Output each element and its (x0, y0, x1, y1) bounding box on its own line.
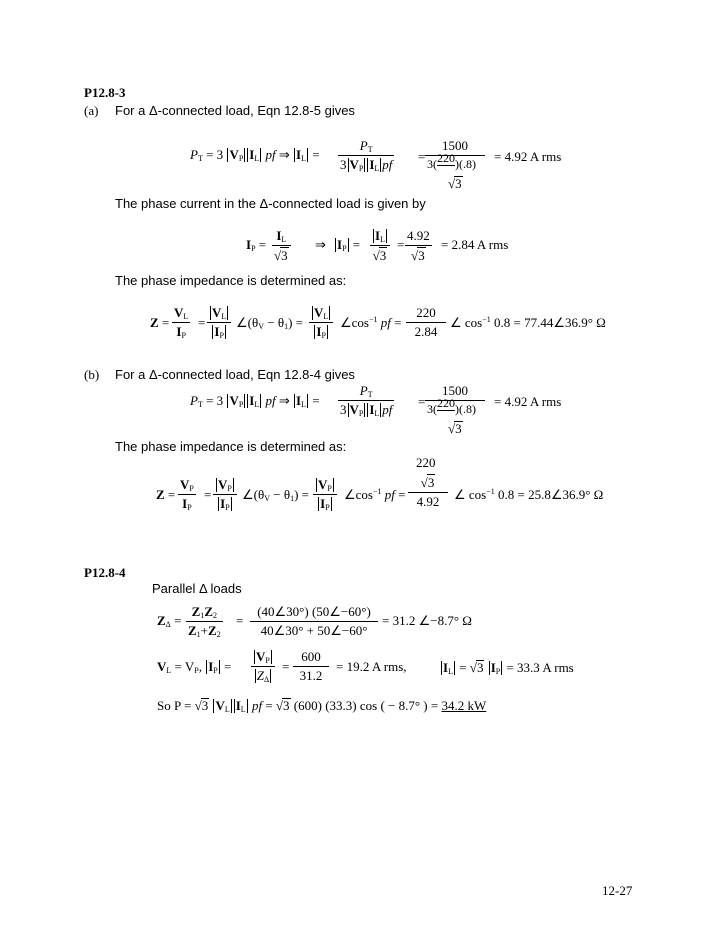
z-lhs-b: Z = (156, 487, 176, 502)
z-angle-a: $\angle(\theta_V - \theta_1)$ = (236, 315, 303, 331)
z-cos-b: $\angle\cos^{-1}$ pf = (344, 487, 406, 502)
part-a-equals: = (418, 149, 426, 164)
page-number: 12-27 (602, 883, 633, 898)
z-result-a: ∠ $\cos^{-1} 0.8$ = 77.44∠36.9° Ω (450, 315, 606, 330)
zdelta-result: = 31.2 ∠−8.7° Ω (382, 613, 472, 628)
vl-equation: $V_L = V_P$, $I_P$ = (157, 659, 232, 675)
ip-abs-lhs: $I_P$ = (337, 237, 361, 253)
il2-equation: $I_L = √3$ $I_P = 33.3$ A rms (443, 660, 574, 676)
part-b-power-fraction: $P_T$ 3 $V_P$ $I_L$ pf (340, 383, 393, 418)
z-frac1-b: $\frac{V_P}{I_P}$ (180, 477, 194, 512)
zdelta-symbolic-fraction: $\frac{Z_1Z_2}{Z_1+Z_2}$ (188, 604, 221, 639)
phase-current-text: The phase current in the Δ-connected load is given by (115, 196, 426, 211)
z-frac4-b: $\frac{√3}{4.92}$ (408, 474, 448, 510)
ip-implies: ⇒ (315, 237, 326, 252)
part-a-power-result: = 4.92 A rms (494, 149, 562, 164)
zdelta-eq: = (236, 613, 244, 628)
z-angle-b: $\angle(\theta_V - \theta_1)$ = (242, 487, 309, 503)
power-equation: So P = √3 $V_L$ $I_L$ pf = √3 (600) (33.3) cos ( − 8.7° ) = 34.2 kW (157, 698, 487, 714)
ip2-result: = 19.2 A rms, (336, 659, 407, 674)
problem2-title: P12.8-4 (84, 565, 126, 580)
z-result-b: ∠ $\cos^{-1} 0.8$ = 25.8∠36.9° Ω (454, 487, 604, 502)
ip2-eq: = (282, 659, 290, 674)
problem2-subtitle: Parallel Δ loads (152, 581, 242, 596)
z-eq1-a: = (198, 315, 206, 330)
ip-numeric-fraction: $\frac{4.92}{√3}$ (407, 228, 430, 263)
part-a-root3: √3 (448, 176, 462, 191)
part-b-power-equation: $P_T = 3$ $V_P$ $I_L$ pf ⇒ $I_L$ = (190, 393, 320, 409)
impedance-text-a: The phase impedance is determined as: (115, 273, 347, 288)
part-b-intro: For a Δ-connected load, Eqn 12.8-4 gives (115, 367, 355, 382)
z-frac3-b: $\frac{V_P}{I_P}$ (313, 477, 337, 512)
power-answer: 34.2 kW (441, 698, 487, 713)
z-frac2-a: $\frac{V_L}{I_P}$ (207, 305, 231, 340)
part-a-numeric-fraction: $\frac{1500}{3(220)(.8)}$ (425, 138, 485, 172)
z-lhs-a: Z = (150, 315, 170, 330)
part-a-intro: For a Δ-connected load, Eqn 12.8-5 gives (115, 103, 355, 118)
part-b-label: (b) (84, 367, 100, 382)
ip-lhs: $I_P$ = (246, 237, 267, 253)
zdelta-lhs: $Z_\Delta$ = (157, 613, 182, 629)
part-a-label: (a) (84, 103, 99, 118)
ip-result: = 2.84 A rms (441, 237, 509, 252)
part-b-root3: √3 (448, 421, 462, 436)
z-cos-a: $\angle\cos^{-1}$ pf = (340, 315, 402, 330)
part-a-power-equation: $P_T = 3$ $V_P$ $I_L$ pf ⇒ $I_L$ = (190, 147, 320, 163)
ip2-symbolic-fraction: $\frac{V_P}{Z_\Delta}$ (251, 649, 275, 684)
z-num-220-b: 220 (416, 455, 436, 470)
z-frac1-a: $\frac{V_L}{I_P}$ (174, 305, 189, 340)
zdelta-numeric-fraction: $\frac{(40\angle 30^\circ) (50\angle-60^\circ)}{40\angle 30^\circ + 50\angle-60^\circ}$ (250, 604, 378, 639)
ip-fraction: $\frac{I_L}{√3}$ (272, 228, 291, 264)
z-frac2-b: $\frac{V_P}{I_P}$ (213, 477, 237, 512)
z-eq1-b: = (204, 487, 212, 502)
part-b-power-result: = 4.92 A rms (494, 394, 562, 409)
part-a-power-fraction: $P_T$ 3 $V_P$ $I_L$ pf (340, 138, 393, 173)
z-frac3-a: $\frac{V_L}{I_P}$ (309, 305, 333, 340)
impedance-text-b: The phase impedance is determined as: (115, 439, 347, 454)
part-b-numeric-fraction: $\frac{1500}{3(220)(.8)}$ (425, 383, 485, 417)
ip-abs-fraction: $\frac{I_L}{√3}$ (370, 228, 390, 264)
z-frac4-a: $\frac{220}{2.84}$ (406, 305, 446, 340)
part-b-equals: = (418, 394, 426, 409)
ip-eq2: = (397, 237, 405, 252)
ip2-numeric-fraction: $\frac{600}{31.2}$ (293, 649, 329, 684)
problem-title: P12.8-3 (84, 85, 126, 100)
